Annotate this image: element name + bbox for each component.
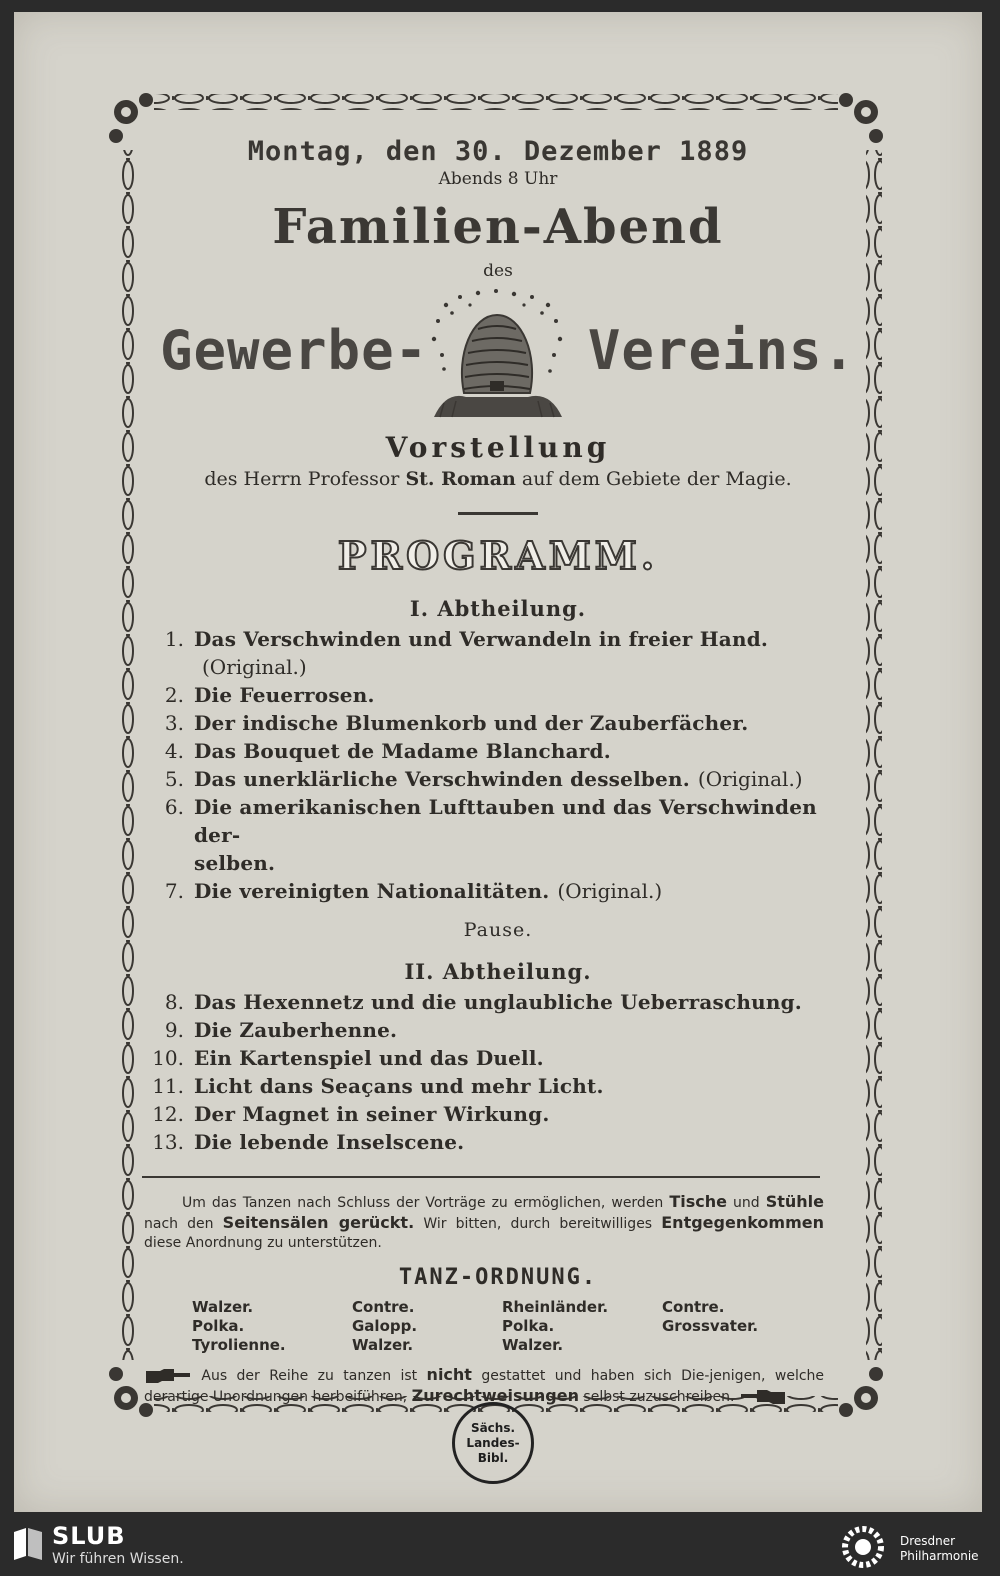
- part-one-list: [144, 625, 852, 905]
- item-text: Der Magnet in seiner Wirkung.: [194, 1102, 550, 1126]
- library-stamp: [452, 1402, 534, 1484]
- item-number: 10.: [152, 1046, 184, 1070]
- dance-rule-note: [144, 1365, 824, 1407]
- performance-heading: Vorstellung: [385, 431, 611, 464]
- notice-text: diese Anordnung zu unterstützen.: [144, 1235, 382, 1251]
- program-item: [144, 877, 852, 905]
- item-number: 4.: [164, 739, 184, 763]
- notice-emphasis: Stühle: [765, 1192, 824, 1211]
- beehive-icon: [426, 285, 568, 425]
- event-date: Montag, den 30. Dezember 1889: [247, 136, 749, 167]
- notice-emphasis: Entgegenkommen: [661, 1213, 825, 1232]
- stamp-line: Sächs.: [470, 1420, 516, 1435]
- item-number: 5.: [164, 767, 184, 791]
- notice-text: und: [733, 1195, 760, 1211]
- item-text: Das Verschwinden und Verwandeln in freier Hand.: [194, 627, 769, 651]
- society-name-right: Vereins.: [587, 319, 856, 382]
- item-number: 12.: [152, 1102, 184, 1126]
- dance-entry: Walzer.: [192, 1298, 254, 1316]
- dance-entry: Contre.: [352, 1298, 415, 1316]
- note-text: Aus der Reihe zu tanzen ist: [201, 1368, 418, 1384]
- dance-entry: Walzer.: [502, 1336, 564, 1354]
- program-item: [144, 681, 852, 709]
- item-text: Die Zauberhenne.: [194, 1018, 398, 1042]
- program-item: [144, 625, 852, 681]
- notice-text: Wir bitten, durch bereitwilliges: [423, 1216, 653, 1232]
- item-number: 3.: [164, 711, 184, 735]
- item-text: Licht dans Seaçans und mehr Licht.: [194, 1074, 604, 1098]
- item-number: 1.: [164, 627, 184, 651]
- note-emphasis: Zurechtweisungen: [411, 1386, 579, 1405]
- performance-subtitle: [144, 468, 852, 490]
- program-item: [144, 1128, 852, 1156]
- society-name: [144, 285, 856, 425]
- note-text: selbst zuzuschreiben.: [583, 1389, 735, 1405]
- pointing-hand-icon: [144, 1367, 192, 1385]
- program-item: [144, 1072, 852, 1100]
- item-text: Die Feuerrosen.: [194, 683, 375, 707]
- poster-sheet: [14, 12, 982, 1512]
- item-text: Die vereinigten Nationalitäten.: [194, 879, 550, 903]
- notice-text: nach den: [144, 1216, 214, 1232]
- item-number: 13.: [152, 1130, 184, 1154]
- event-time: Abends 8 Uhr: [438, 169, 558, 189]
- stamp-line: Bibl.: [477, 1450, 509, 1465]
- item-note: (Original.): [202, 655, 307, 679]
- notice-text: Um das Tanzen nach Schluss der Vorträge zu ermöglichen, werden: [182, 1195, 664, 1211]
- dance-entry: Galopp.: [352, 1317, 418, 1335]
- item-number: 7.: [164, 879, 184, 903]
- program-item: [144, 1100, 852, 1128]
- item-number: 9.: [164, 1018, 184, 1042]
- program-item: [144, 988, 852, 1016]
- note-text: gestattet und haben sich Die-jenigen, welche derartige Unordnungen herbeiführen,: [144, 1368, 825, 1405]
- item-text: Ein Kartenspiel und das Duell.: [194, 1046, 544, 1070]
- dance-entry: Rheinländer.: [502, 1298, 609, 1316]
- program-item: [144, 709, 852, 737]
- item-text: Das unerklärliche Verschwinden desselben.: [194, 767, 690, 791]
- performance-post: auf dem Gebiete der Magie.: [521, 468, 792, 490]
- item-text: Der indische Blumenkorb und der Zauberfächer.: [194, 711, 749, 735]
- event-title: Familien-Abend: [272, 199, 724, 255]
- dance-entry: Walzer.: [352, 1336, 414, 1354]
- dance-order-grid: [192, 1298, 852, 1355]
- dance-notice: [144, 1192, 824, 1253]
- dance-entry: Grossvater.: [662, 1317, 759, 1335]
- item-text: selben.: [194, 851, 276, 875]
- item-text: Die amerikanischen Lufttauben und das Verschwinden der-: [194, 795, 817, 847]
- stamp-line: Landes-: [466, 1435, 520, 1450]
- part-two-heading: II. Abtheilung.: [404, 959, 592, 984]
- item-text: Die lebende Inselscene.: [194, 1130, 465, 1154]
- notice-emphasis: Seitensälen gerückt.: [222, 1213, 415, 1232]
- part-one-heading: I. Abtheilung.: [409, 596, 587, 621]
- notice-emphasis: Tische: [669, 1192, 727, 1211]
- divider: [458, 512, 538, 515]
- title-connector: des: [483, 261, 513, 281]
- part-two-list: [144, 988, 852, 1156]
- dance-entry: Tyrolienne.: [192, 1336, 286, 1354]
- program-item-continuation: [144, 849, 852, 877]
- item-text: Das Bouquet de Madame Blanchard.: [194, 739, 611, 763]
- dance-order-heading: TANZ-ORDNUNG.: [398, 1265, 598, 1290]
- dance-entry: Polka.: [192, 1317, 245, 1335]
- slub-logo-icon[interactable]: [12, 1526, 44, 1560]
- dance-entry: Polka.: [502, 1317, 555, 1335]
- program-item: [144, 737, 852, 765]
- library-tagline: Wir führen Wissen.: [52, 1551, 184, 1567]
- philharmonie-logo-icon[interactable]: [836, 1521, 890, 1573]
- program-item: [144, 1044, 852, 1072]
- dance-entry: [662, 1336, 812, 1355]
- item-text: Das Hexennetz und die unglaubliche Ueberraschung.: [194, 990, 802, 1014]
- program-item: [144, 1016, 852, 1044]
- pointing-hand-icon: [739, 1388, 787, 1406]
- item-number: 8.: [164, 990, 184, 1014]
- dance-entry: Contre.: [662, 1298, 725, 1316]
- item-note: (Original.): [697, 767, 803, 791]
- performance-pre: des Herrn Professor: [204, 468, 400, 490]
- partner-name[interactable]: [900, 1534, 979, 1564]
- library-name[interactable]: SLUB: [52, 1522, 126, 1550]
- item-number: 6.: [164, 795, 184, 819]
- footer-bar: [0, 1518, 1000, 1576]
- item-number: 2.: [164, 683, 184, 707]
- society-name-left: Gewerbe-: [160, 319, 429, 382]
- section-divider: [142, 1176, 820, 1178]
- program-item: [144, 765, 852, 793]
- item-number: 11.: [152, 1074, 184, 1098]
- program-heading: PROGRAMM.: [337, 533, 659, 578]
- performer-name: St. Roman: [405, 468, 516, 490]
- item-note: (Original.): [557, 879, 663, 903]
- intermission: Pause.: [463, 919, 533, 941]
- poster-content: [144, 122, 856, 1407]
- partner-name-line: Dresdner: [900, 1534, 956, 1548]
- program-item: [144, 793, 852, 849]
- note-emphasis: nicht: [426, 1365, 472, 1384]
- partner-name-line: Philharmonie: [900, 1549, 979, 1563]
- item-number: [144, 849, 194, 877]
